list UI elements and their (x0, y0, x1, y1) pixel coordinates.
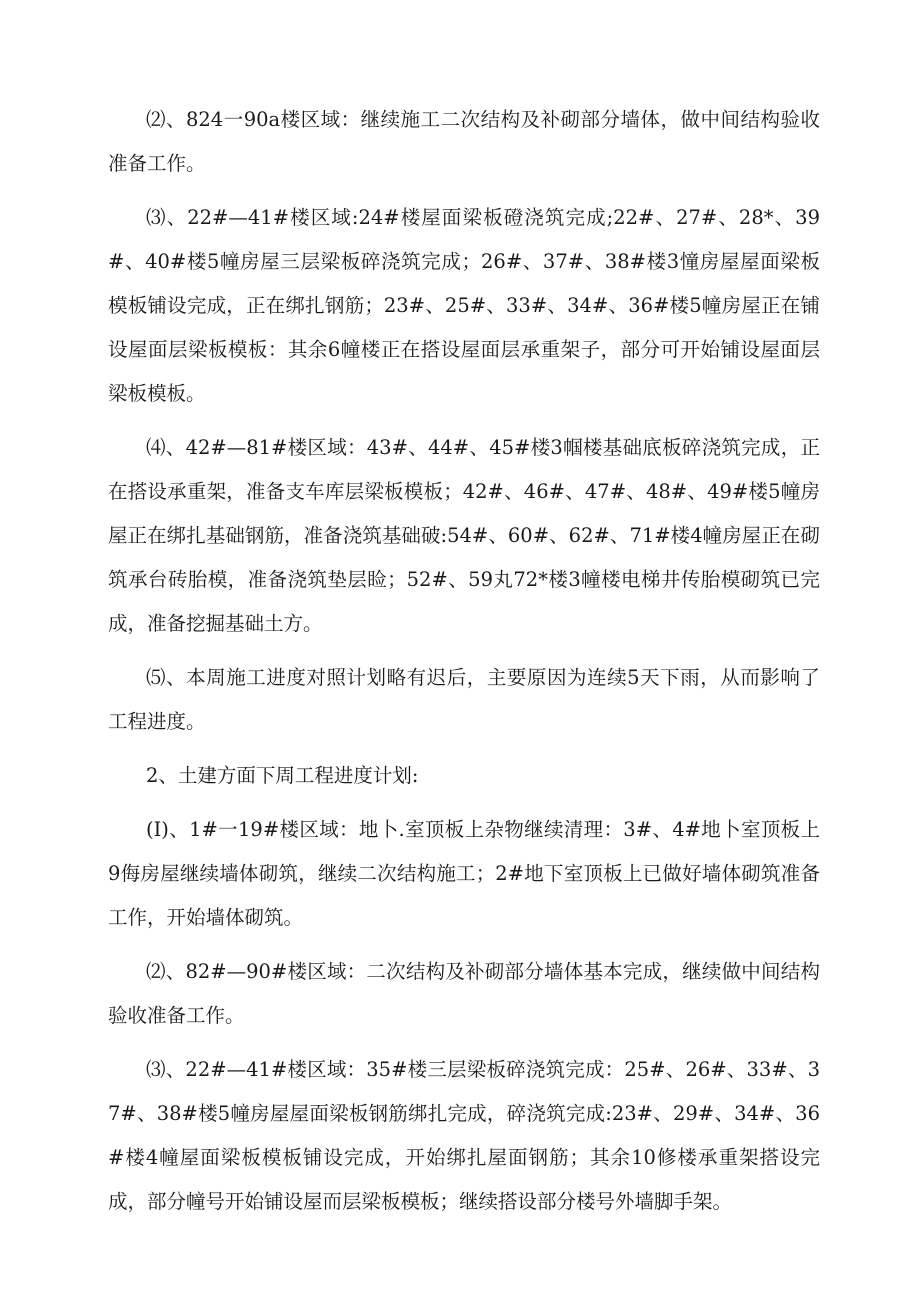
paragraph-item-2: ⑵、824一90a楼区域：继续施工二次结构及补砌部分墙体，做中间结构验收准备工作。 (108, 108, 820, 175)
paragraph-item-4: ⑷、42#—81#楼区域：43#、44#、45#楼3帼楼基础底板碎浇筑完成，正在搭设承重架，准备支车库层梁板模板；42#、46#、47#、48#、49#楼5幢房屋正在绑扎基础钢筋，准备浇筑基础破:54#、60#、62#、71#楼4幢房屋正在砌筑承台砖胎模，准备浇筑垫层睑；52#、59丸72*楼3幢楼电梯井传胎模砌筑已完成，准备挖掘基础土方。 (108, 436, 820, 635)
paragraph-item-5: ⑸、本周施工进度对照计划略有迟后，主要原因为连续5天下雨，从而影响了工程进度。 (108, 666, 820, 733)
plan-item-3: ⑶、22#—41#楼区域：35#楼三层梁板碎浇筑完成：25#、26#、33#、37#、38#楼5幢房屋屋面梁板钢筋绑扎完成，碎浇筑完成:23#、29#、34#、36#楼4幢屋面梁板模板铺设完成，开始绑扎屋面钢筋；其余10修楼承重架搭设完成，部分幢号开始铺设屋而层梁板模板；继续搭设部分楼号外墙脚手架。 (108, 1058, 820, 1213)
paragraph-item-3: ⑶、22#—41#楼区域:24#楼屋面梁板磴浇筑完成;22#、27#、28*、39#、40#楼5幢房屋三层梁板碎浇筑完成；26#、37#、38#楼3憧房屋屋面梁板模板铺设完成，正在绑扎钢筋；23#、25#、33#、34#、36#楼5幢房屋正在铺设屋面层梁板模板：其余6幢楼正在搭设屋面层承重架子，部分可开始铺设屋面层梁板模板。 (108, 206, 820, 405)
plan-item-2: ⑵、82#—90#楼区域：二次结构及补砌部分墙体基本完成，继续做中间结构验收准备工作。 (108, 960, 820, 1027)
document-body (108, 98, 820, 1234)
plan-item-1: (I)、1#一19#楼区域：地卜.室顶板上杂物继续清理：3#、4#地卜室顶板上9侮房屋继续墙体砌筑，继续二次结构施工；2#地下室顶板上已做好墙体砌筑准备工作，开始墙体砌筑。 (108, 818, 820, 929)
section-heading-next-week-plan: 2、土建方面下周工程进度计划: (146, 764, 419, 787)
